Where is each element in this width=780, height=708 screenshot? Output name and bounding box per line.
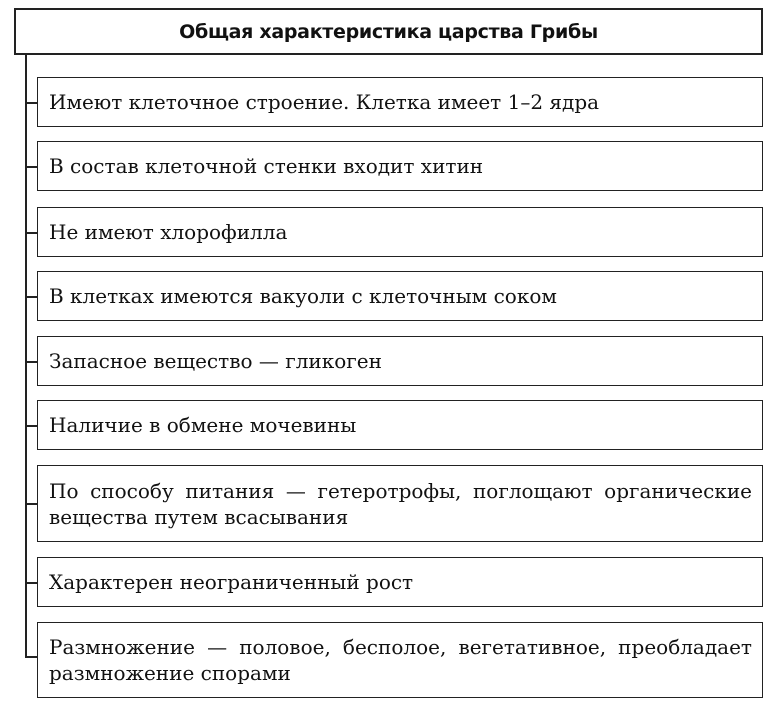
characteristic-text: Запасное вещество — гликоген [49,349,382,373]
characteristic-box [37,271,763,321]
characteristic-box [37,622,763,698]
characteristic-text: Имеют клеточное строение. Клетка имеет 1–2 ядра [49,90,600,114]
characteristic-text: Не имеют хлорофилла [49,220,288,244]
diagram-title-box [14,8,763,55]
connector-branch [25,656,37,658]
connector-branch [25,582,37,584]
characteristic-text: Размножение — половое, бесполое, вегетативное, преобладает размножение спорами [49,635,752,685]
characteristic-box [37,557,763,607]
characteristic-box [37,207,763,257]
characteristic-box [37,77,763,127]
characteristic-box [37,465,763,542]
characteristic-text: Наличие в обмене мочевины [49,413,357,437]
connector-branch [25,296,37,298]
connector-branch [25,361,37,363]
diagram-title: Общая характеристика царства Грибы [179,20,598,43]
characteristic-box [37,400,763,450]
connector-branch [25,425,37,427]
connector-spine [25,55,27,657]
characteristic-text: В клетках имеются вакуоли с клеточным соком [49,284,557,308]
characteristic-box [37,141,763,191]
connector-branch [25,102,37,104]
connector-branch [25,232,37,234]
connector-branch [25,503,37,505]
connector-branch [25,166,37,168]
characteristic-text: По способу питания — гетеротрофы, поглощают органические вещества путем всасывания [49,478,752,529]
characteristic-box [37,336,763,386]
characteristic-text: В состав клеточной стенки входит хитин [49,154,484,178]
characteristic-text: Характерен неограниченный рост [49,570,414,594]
